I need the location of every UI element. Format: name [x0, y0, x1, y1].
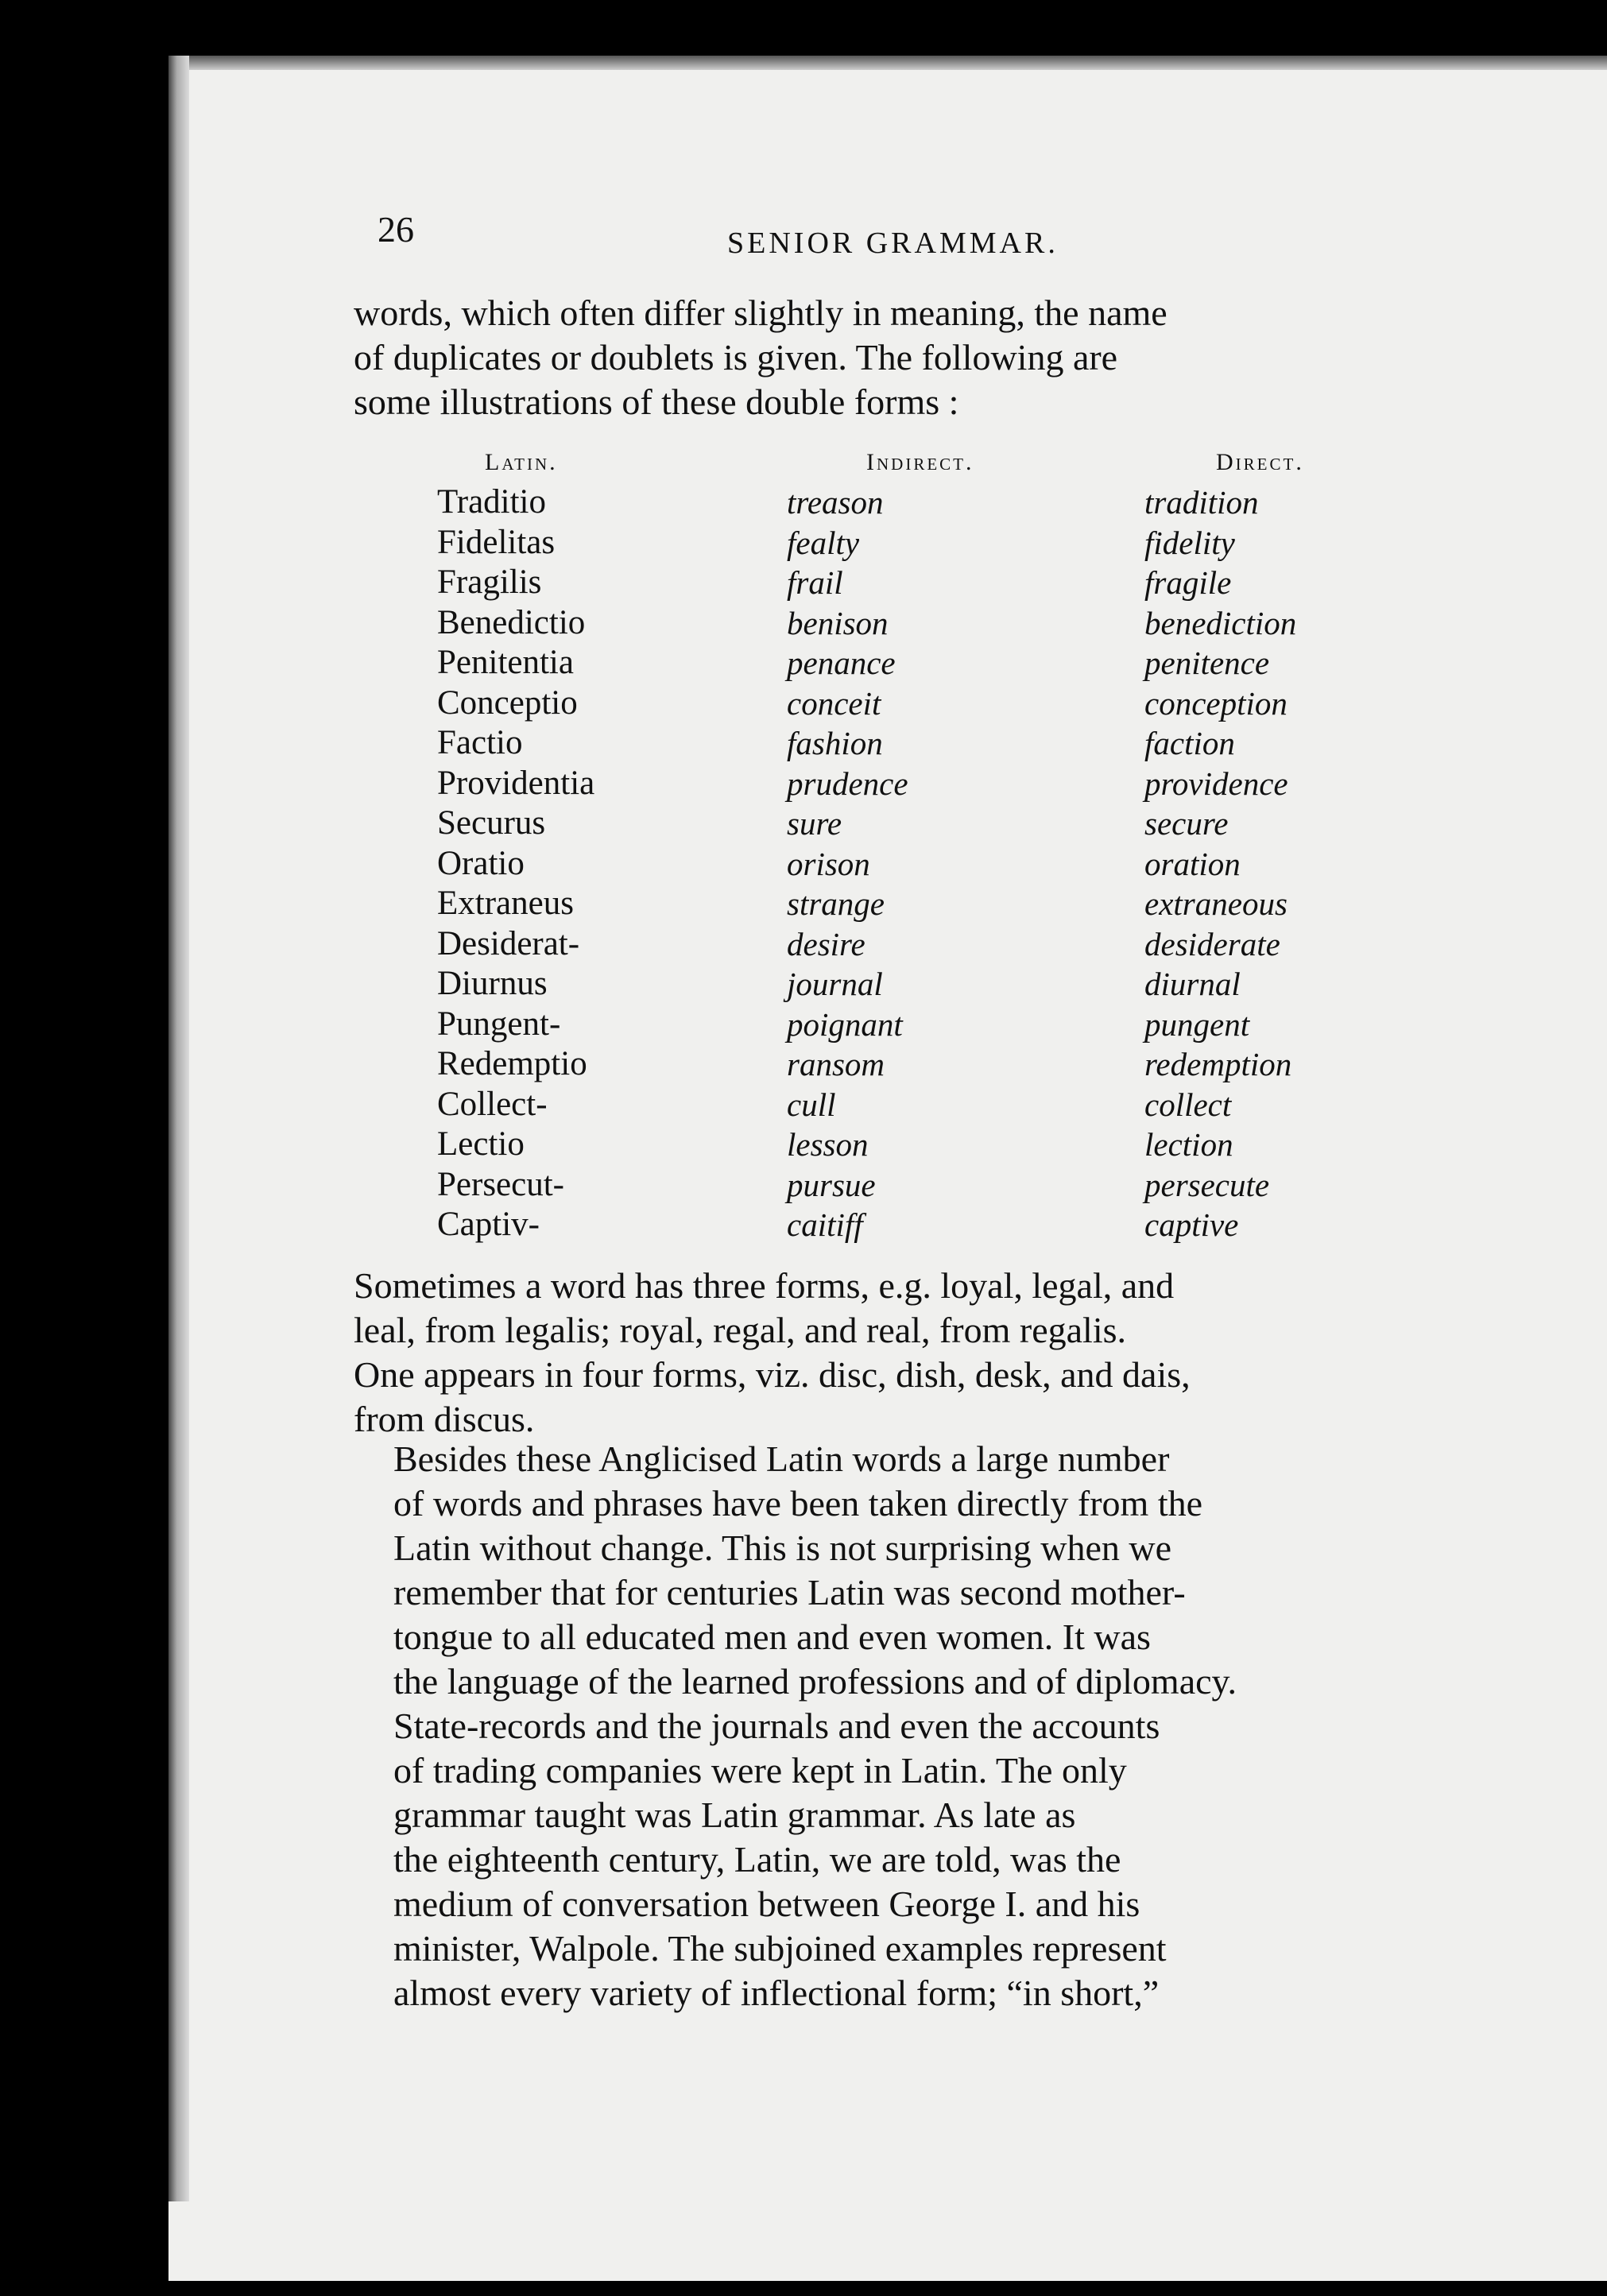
direct-column	[1144, 449, 1304, 1245]
text-line: medium of conversation between George I. and his	[393, 1884, 1140, 1924]
latin-word: Persecut-	[437, 1165, 564, 1203]
indirect-word: fashion	[787, 725, 883, 761]
indirect-word: frail	[787, 564, 843, 601]
latin-word: Factio	[437, 724, 523, 761]
text-line: Sometimes a word has three forms, e.g. loyal, legal, and	[354, 1265, 1175, 1306]
direct-word: providence	[1144, 765, 1288, 802]
column-header-indirect: Indirect.	[866, 449, 974, 475]
indirect-word: treason	[787, 484, 884, 521]
indirect-word: sure	[787, 805, 842, 842]
direct-word: collect	[1144, 1086, 1232, 1123]
indirect-word: lesson	[787, 1126, 869, 1163]
text-line: of words and phrases have been taken directly from the	[393, 1483, 1203, 1524]
direct-word: fragile	[1144, 564, 1232, 601]
direct-word: captive	[1144, 1206, 1239, 1243]
indirect-word: benison	[787, 604, 889, 641]
running-head: SENIOR GRAMMAR.	[727, 227, 1059, 260]
text-line: almost every variety of inflectional form; “in short,”	[393, 1973, 1160, 2013]
text-line: minister, Walpole. The subjoined examples represent	[393, 1928, 1167, 1969]
latin-word: Collect-	[437, 1085, 548, 1123]
three-forms-paragraph	[354, 1264, 1435, 1442]
page-header	[378, 208, 1411, 264]
latin-word: Extraneus	[437, 885, 574, 922]
page-edge-top	[168, 56, 1607, 70]
latin-column	[437, 449, 594, 1245]
page-number: 26	[378, 209, 414, 250]
indirect-word: pursue	[787, 1166, 876, 1203]
text-line: of trading companies were kept in Latin. The only	[393, 1750, 1127, 1791]
latin-word: Providentia	[437, 764, 595, 802]
latin-word: Conceptio	[437, 683, 578, 722]
doublets-table	[437, 449, 1351, 1268]
latin-loanwords-paragraph	[354, 1437, 1435, 2015]
direct-word: lection	[1144, 1126, 1233, 1163]
indirect-word: journal	[787, 966, 883, 1002]
text-line: State-records and the journals and even the accounts	[393, 1706, 1160, 1746]
direct-word: oration	[1144, 845, 1241, 882]
direct-word: persecute	[1144, 1166, 1270, 1203]
latin-word: Diurnus	[437, 965, 548, 1002]
direct-word: secure	[1144, 805, 1229, 842]
indirect-word: ransom	[787, 1046, 885, 1082]
direct-word: pungent	[1144, 1005, 1250, 1043]
direct-word: extraneous	[1144, 885, 1288, 922]
latin-word: Desiderat-	[437, 924, 580, 962]
intro-paragraph	[354, 291, 1435, 424]
indirect-word: penance	[787, 645, 896, 681]
indirect-word: orison	[787, 845, 870, 882]
indirect-column	[787, 449, 974, 1245]
latin-word: Benedictio	[437, 603, 586, 641]
indirect-word: strange	[787, 885, 885, 922]
latin-word: Penitentia	[437, 644, 574, 681]
column-header-direct: Direct.	[1216, 449, 1304, 475]
latin-word: Oratio	[437, 844, 525, 882]
page-edge-left	[168, 56, 189, 2201]
direct-word: benediction	[1144, 604, 1297, 641]
text-line: leal, from legalis; royal, regal, and real, from regalis.	[354, 1310, 1126, 1350]
text-line: the language of the learned professions and of diplomacy.	[393, 1661, 1237, 1702]
latin-word: Pungent-	[437, 1005, 561, 1043]
text-line: One appears in four forms, viz. disc, dish, desk, and dais,	[354, 1354, 1191, 1395]
latin-word: Lectio	[437, 1125, 525, 1163]
indirect-word: fealty	[787, 524, 860, 561]
column-header-latin: Latin.	[485, 449, 558, 475]
direct-word: faction	[1144, 725, 1235, 761]
indirect-word: poignant	[787, 1005, 903, 1043]
text-line: remember that for centuries Latin was second mother-	[393, 1572, 1186, 1613]
direct-word: desiderate	[1144, 925, 1280, 962]
text-line: some illustrations of these double forms :	[354, 381, 959, 422]
text-line: the eighteenth century, Latin, we are told, was the	[393, 1839, 1121, 1880]
latin-word: Captiv-	[437, 1206, 540, 1243]
latin-word: Fragilis	[437, 563, 542, 601]
text-line: from discus.	[354, 1399, 535, 1439]
latin-word: Fidelitas	[437, 523, 556, 561]
indirect-word: conceit	[787, 684, 881, 722]
indirect-word: caitiff	[787, 1206, 863, 1243]
indirect-word: prudence	[787, 765, 908, 802]
direct-word: tradition	[1144, 484, 1259, 521]
text-line: Besides these Anglicised Latin words a large number	[393, 1438, 1170, 1479]
direct-word: redemption	[1144, 1046, 1292, 1082]
latin-word: Redemptio	[437, 1045, 587, 1082]
latin-word: Traditio	[437, 483, 546, 521]
text-line: words, which often differ slightly in meaning, the name	[354, 292, 1167, 333]
text-line: grammar taught was Latin grammar. As late as	[393, 1795, 1076, 1835]
text-line: Latin without change. This is not surprising when we	[393, 1527, 1172, 1568]
direct-word: fidelity	[1144, 524, 1235, 561]
latin-word: Securus	[437, 804, 546, 842]
direct-word: diurnal	[1144, 966, 1241, 1002]
text-line: of duplicates or doublets is given. The following are	[354, 337, 1118, 378]
indirect-word: desire	[787, 925, 865, 962]
text-line: tongue to all educated men and even women. It was	[393, 1616, 1151, 1657]
indirect-word: cull	[787, 1086, 836, 1123]
direct-word: penitence	[1144, 645, 1270, 681]
direct-word: conception	[1144, 684, 1288, 722]
